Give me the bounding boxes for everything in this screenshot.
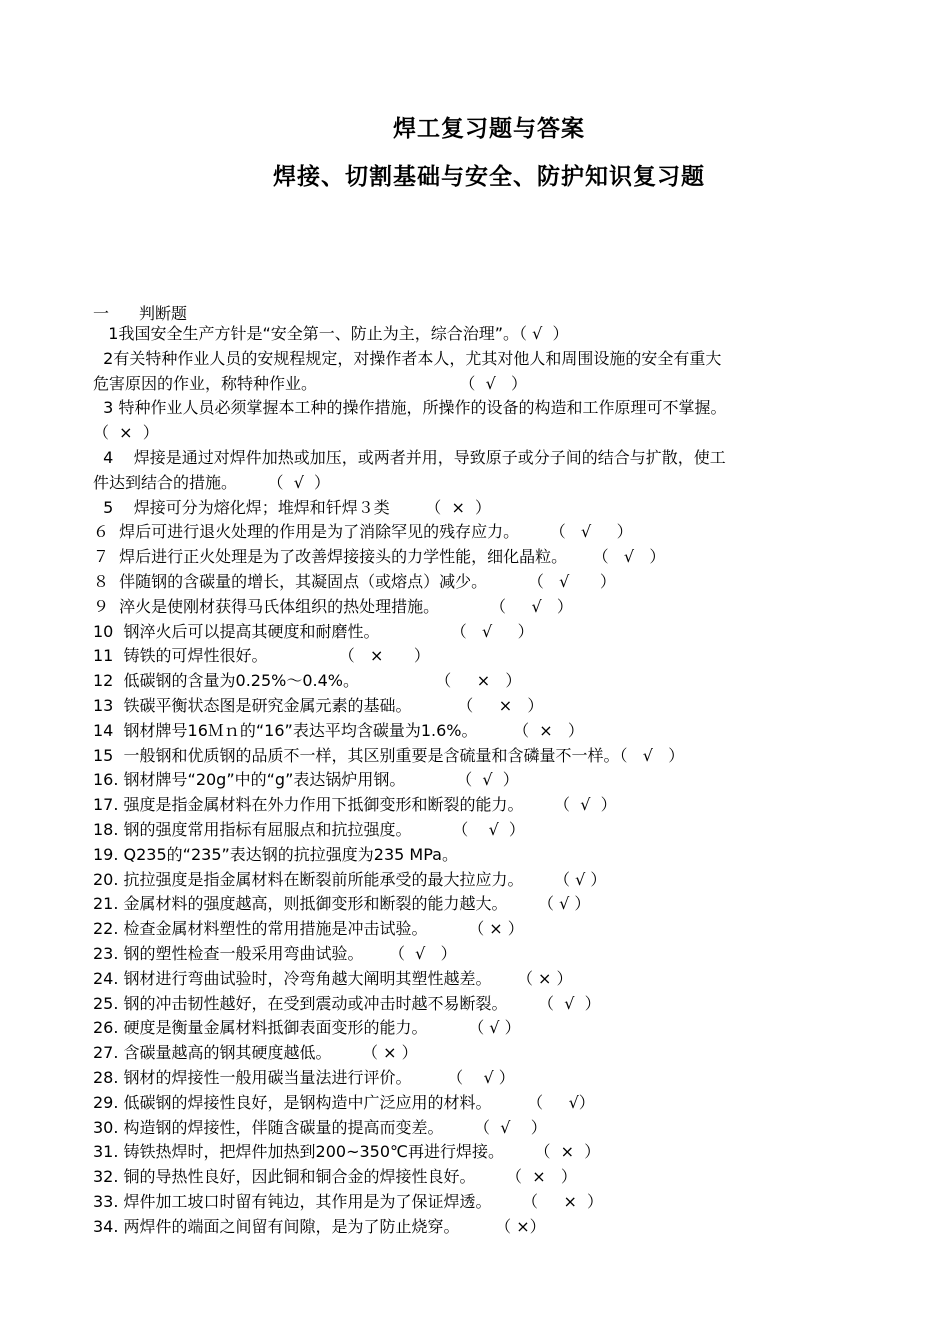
question-line: 30. 构造钢的焊接性，伴随含碳量的提高而变差。 （ √ ） — [93, 1117, 547, 1137]
question-line: 3 特种作业人员必须掌握本工种的操作措施，所操作的设备的构造和工作原理可不掌握。 — [93, 398, 727, 418]
question-line: 25. 钢的冲击韧性越好，在受到震动或冲击时越不易断裂。 （ √ ） — [93, 993, 601, 1013]
question-line: 12 低碳钢的含量为0.25%～0.4%。 （ × ） — [93, 671, 522, 691]
question-line: 件达到结合的措施。 （ √ ） — [93, 472, 331, 492]
question-line: 23. 钢的塑性检查一般采用弯曲试验。 （ √ ） — [93, 943, 457, 963]
question-line: 4 焊接是通过对焊件加热或加压，或两者并用，导致原子或分子间的结合与扩散，使工 — [93, 447, 726, 467]
question-line: ６ 焊后可进行退火处理的作用是为了消除罕见的残存应力。 （ √ ） — [93, 522, 633, 542]
question-line: （ × ） — [93, 423, 159, 443]
document-title: 焊工复习题与答案 — [393, 116, 585, 142]
question-line: 19. Q235的“235”表达钢的抗拉强度为235 MPa。 — [93, 844, 458, 864]
question-line: 1我国安全生产方针是“安全第一、防止为主，综合治理”。（ √ ） — [93, 324, 569, 343]
question-line: 24. 钢材进行弯曲试验时，冷弯角越大阐明其塑性越差。 （ × ） — [93, 968, 573, 988]
question-line: 28. 钢材的焊接性一般用碳当量法进行评价。 （ √ ） — [93, 1067, 515, 1087]
question-line: 32. 铜的导热性良好，因此铜和铜合金的焊接性良好。 （ × ） — [93, 1167, 577, 1187]
section-number: 一 — [93, 304, 110, 323]
question-line: 27. 含碳量越高的钢其硬度越低。 （ × ） — [93, 1043, 418, 1063]
section-heading — [93, 301, 187, 324]
question-line: 2有关特种作业人员的安规程规定，对操作者本人，尤其对他人和周围设施的安全有重大 — [93, 348, 722, 368]
question-line: ８ 伴随钢的含碳量的增长，其凝固点（或熔点）减少。 （ √ ） — [93, 571, 616, 591]
section-label: 判断题 — [139, 304, 188, 323]
question-line: 29. 低碳钢的焊接性良好，是钢构造中广泛应用的材料。 （ √） — [93, 1092, 595, 1112]
question-line: 11 铸铁的可焊性很好。 （ × ） — [93, 646, 430, 666]
question-line: 26. 硬度是衡量金属材料抵御表面变形的能力。 （ √ ） — [93, 1018, 521, 1038]
question-line: 14 钢材牌号16Ｍｎ的“16”表达平均含碳量为1.6%。 （ × ） — [93, 720, 584, 740]
question-line: 5 焊接可分为熔化焊；堆焊和钎焊３类 （ × ） — [93, 497, 492, 517]
question-line: 15 一般钢和优质钢的品质不一样，其区别重要是含硫量和含磷量不一样。（ √ ） — [93, 745, 685, 765]
question-line: 16. 钢材牌号“20g”中的“g”表达锅炉用钢。 （ √ ） — [93, 770, 519, 790]
question-line: ７ 焊后进行正火处理是为了改善焊接接头的力学性能，细化晶粒。 （ √ ） — [93, 547, 666, 567]
question-line: 20. 抗拉强度是指金属材料在断裂前所能承受的最大拉应力。 （ √ ） — [93, 869, 607, 889]
question-line: 31. 铸铁热焊时，把焊件加热到200~350℃再进行焊接。 （ × ） — [93, 1142, 601, 1162]
question-line: 危害原因的作业，称特种作业。 （ √ ） — [93, 373, 528, 393]
question-line: 33. 焊件加工坡口时留有钝边，其作用是为了保证焊透。 （ × ） — [93, 1191, 604, 1211]
question-line: 13 铁碳平衡状态图是研究金属元素的基础。 （ × ） — [93, 695, 544, 715]
document-subtitle: 焊接、切割基础与安全、防护知识复习题 — [273, 164, 705, 190]
question-line: 21. 金属材料的强度越高，则抵御变形和断裂的能力越大。 （ √ ） — [93, 894, 591, 914]
question-line: 22. 检查金属材料塑性的常用措施是冲击试验。 （ × ） — [93, 919, 524, 939]
question-line: 34. 两焊件的端面之间留有间隙，是为了防止烧穿。 （ ×） — [93, 1216, 546, 1236]
question-line: ９ 淬火是使刚材获得马氏体组织的热处理措施。 （ √ ） — [93, 596, 573, 616]
question-list — [93, 322, 873, 1239]
question-line: 18. 钢的强度常用指标有屈服点和抗拉强度。 （ √ ） — [93, 819, 525, 839]
question-line: 17. 强度是指金属材料在外力作用下抵御变形和断裂的能力。 （ √ ） — [93, 795, 617, 815]
question-line: 10 钢淬火后可以提高其硬度和耐磨性。 （ √ ） — [93, 621, 534, 641]
